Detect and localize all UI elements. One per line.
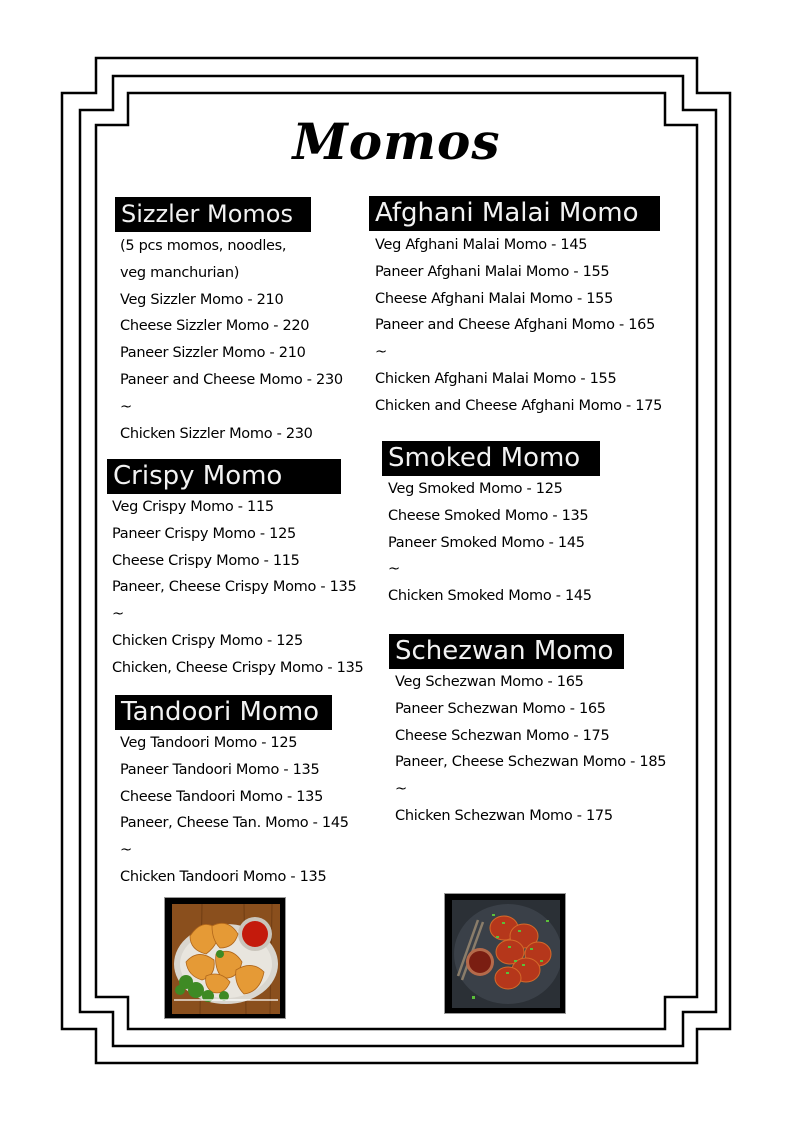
section-heading: Schezwan Momo xyxy=(389,634,624,669)
menu-separator: ~ xyxy=(112,606,124,623)
photo-fried-momos xyxy=(164,897,286,1019)
section-sizzler xyxy=(115,197,343,447)
menu-item: Chicken, Cheese Crispy Momo - 135 xyxy=(112,659,364,676)
menu-item: veg manchurian) xyxy=(120,264,240,281)
menu-item: Chicken Afghani Malai Momo - 155 xyxy=(375,370,617,387)
menu-title: Momos xyxy=(292,112,501,171)
item-list xyxy=(120,730,349,891)
section-heading: Sizzler Momos xyxy=(115,197,311,232)
menu-item: Veg Crispy Momo - 115 xyxy=(112,499,274,515)
item-list xyxy=(375,232,662,420)
menu-item: Paneer Smoked Momo - 145 xyxy=(388,534,585,551)
section-heading: Afghani Malai Momo xyxy=(369,196,660,231)
section-smoked xyxy=(382,441,600,610)
menu-separator: ~ xyxy=(395,781,407,798)
menu-separator: ~ xyxy=(388,561,400,578)
menu-item: Veg Afghani Malai Momo - 145 xyxy=(375,237,588,253)
menu-item: Paneer and Cheese Afghani Momo - 165 xyxy=(375,317,656,334)
chilli-momos-image xyxy=(452,900,560,1008)
menu-item: Veg Smoked Momo - 125 xyxy=(388,481,563,497)
menu-item: Veg Sizzler Momo - 210 xyxy=(120,291,284,308)
menu-item: Cheese Afghani Malai Momo - 155 xyxy=(375,290,614,307)
section-afghani-malai xyxy=(369,196,662,420)
section-heading: Tandoori Momo xyxy=(115,695,332,730)
menu-item: Paneer Crispy Momo - 125 xyxy=(112,525,296,542)
item-list xyxy=(120,233,343,447)
menu-item: Cheese Smoked Momo - 135 xyxy=(388,507,589,524)
menu-item: Paneer Sizzler Momo - 210 xyxy=(120,345,306,362)
menu-item: Chicken Smoked Momo - 145 xyxy=(388,588,592,605)
item-list xyxy=(388,476,600,610)
menu-separator: ~ xyxy=(375,344,387,361)
menu-item: Veg Tandoori Momo - 125 xyxy=(120,735,298,751)
menu-item: Cheese Schezwan Momo - 175 xyxy=(395,727,610,744)
menu-item: (5 pcs momos, noodles, xyxy=(120,238,287,254)
item-list xyxy=(112,494,363,682)
item-list xyxy=(395,669,666,830)
menu-item: Paneer Tandoori Momo - 135 xyxy=(120,761,320,778)
menu-item: Veg Schezwan Momo - 165 xyxy=(395,674,584,690)
menu-separator: ~ xyxy=(120,398,132,415)
menu-item: Cheese Sizzler Momo - 220 xyxy=(120,318,310,335)
menu-item: Chicken Sizzler Momo - 230 xyxy=(120,425,313,442)
section-tandoori xyxy=(115,695,349,891)
menu-item: Chicken and Cheese Afghani Momo - 175 xyxy=(375,397,663,414)
menu-item: Paneer Afghani Malai Momo - 155 xyxy=(375,263,610,280)
menu-item: Paneer, Cheese Schezwan Momo - 185 xyxy=(395,754,667,771)
fried-momos-image xyxy=(172,904,280,1014)
menu-separator: ~ xyxy=(120,842,132,859)
menu-item: Paneer and Cheese Momo - 230 xyxy=(120,371,343,388)
menu-item: Paneer, Cheese Tan. Momo - 145 xyxy=(120,815,349,832)
section-heading: Smoked Momo xyxy=(382,441,600,476)
section-crispy xyxy=(107,459,363,682)
photo-chilli-momos xyxy=(444,893,566,1014)
menu-item: Chicken Schezwan Momo - 175 xyxy=(395,807,613,824)
menu-item: Paneer, Cheese Crispy Momo - 135 xyxy=(112,579,357,596)
section-heading: Crispy Momo xyxy=(107,459,341,494)
menu-item: Chicken Crispy Momo - 125 xyxy=(112,632,303,649)
menu-item: Chicken Tandoori Momo - 135 xyxy=(120,868,327,885)
menu-item: Cheese Crispy Momo - 115 xyxy=(112,552,300,569)
menu-item: Cheese Tandoori Momo - 135 xyxy=(120,788,324,805)
section-schezwan xyxy=(389,634,666,830)
menu-item: Paneer Schezwan Momo - 165 xyxy=(395,700,606,717)
